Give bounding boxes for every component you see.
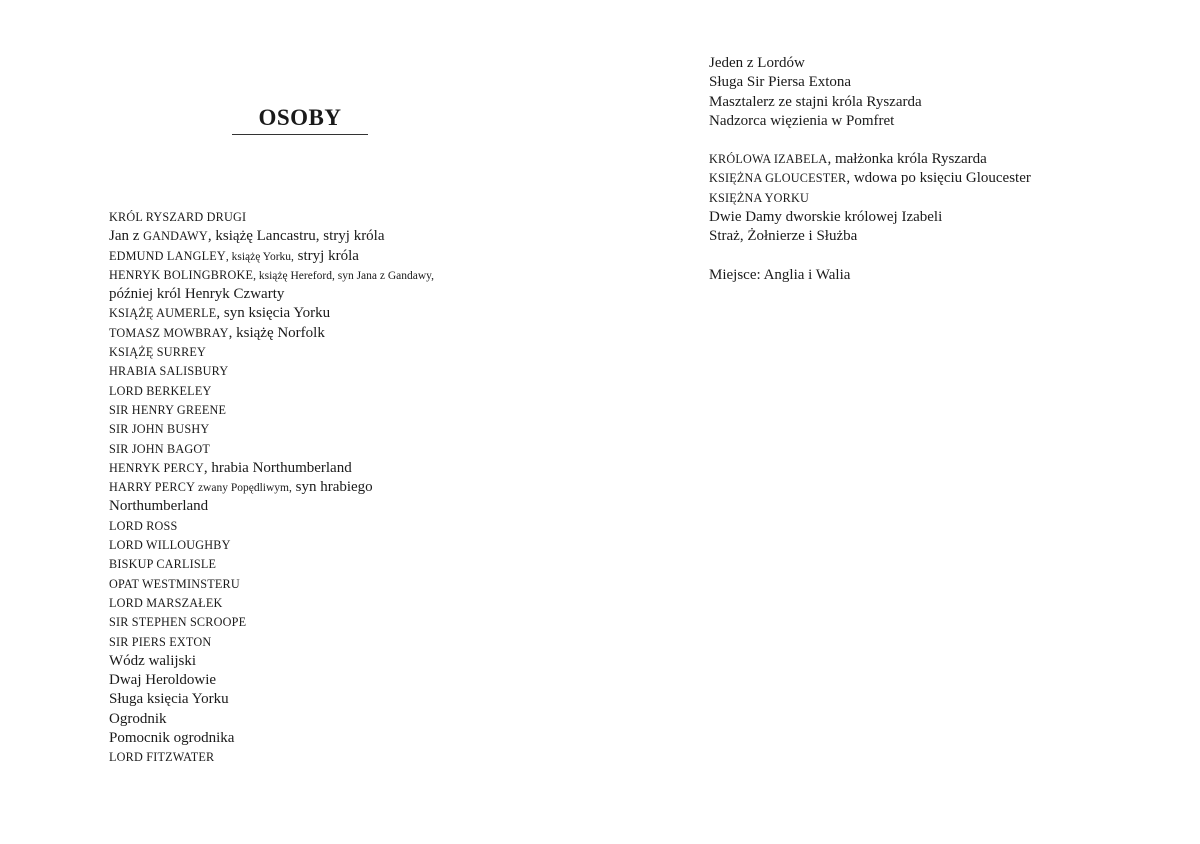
cast-item [109, 671, 434, 690]
female-cast-list [709, 150, 1031, 246]
cast-name: Sługa księcia Yorku [109, 691, 229, 708]
cast-name: SIR HENRY GREENE [109, 402, 227, 417]
cast-item [109, 324, 434, 343]
cast-name: Masztalerz ze stajni króla Ryszarda [709, 93, 922, 110]
cast-item [109, 633, 434, 652]
setting-line [709, 266, 850, 285]
cast-name: Jeden z Lordów [709, 55, 805, 71]
cast-item [109, 613, 434, 632]
cast-name: TOMASZ MOWBRAY [109, 325, 229, 340]
cast-name: HENRYK PERCY [109, 460, 204, 475]
cast-name: EDMUND LANGLEY [109, 248, 226, 263]
cast-name: GANDAWY [143, 229, 208, 244]
cast-name: Wódz walijski [109, 652, 197, 669]
cast-name: LORD BERKELEY [109, 383, 212, 398]
cast-list-continued [709, 54, 922, 131]
setting-info [709, 266, 850, 285]
cast-name: SIR PIERS EXTON [109, 634, 212, 649]
cast-item [709, 150, 1031, 169]
cast-item [109, 285, 434, 304]
cast-description: , małżonka króla Ryszarda [827, 151, 987, 167]
cast-item [709, 189, 1031, 208]
cast-description: , hrabia Northumberland [203, 459, 352, 476]
cast-item [109, 594, 434, 613]
cast-item [109, 227, 434, 246]
cast-description: , książę Hereford, syn Jana z Gandawy, [253, 269, 435, 282]
cast-name: SIR JOHN BUSHY [109, 422, 210, 437]
page-title: OSOBY [258, 105, 342, 130]
cast-item [709, 112, 922, 131]
cast-name: SIR JOHN BAGOT [109, 441, 210, 456]
cast-name: LORD WILLOUGHBY [109, 538, 231, 553]
cast-item [709, 227, 1031, 246]
cast-item [709, 93, 922, 112]
cast-description: stryj króla [293, 247, 359, 264]
cast-description: Northumberland [109, 498, 209, 515]
cast-name: OPAT WESTMINSTERU [109, 576, 240, 591]
cast-item [109, 652, 434, 671]
right-page [600, 0, 1200, 844]
setting-text: Miejsce: Anglia i Walia [709, 267, 851, 283]
cast-name: KSIĄŻĘ AUMERLE [109, 306, 217, 321]
cast-name: Nadzorca więzienia w Pomfret [709, 112, 895, 129]
cast-item [109, 478, 434, 497]
cast-name: SIR STEPHEN SCROOPE [109, 615, 247, 630]
cast-description: , wdowa po księciu Gloucester [846, 170, 1031, 187]
cast-name: KRÓL RYSZARD DRUGI [109, 210, 247, 224]
cast-description: później król Henryk Czwarty [109, 286, 285, 303]
cast-name: Ogrodnik [109, 710, 167, 727]
title-block [232, 104, 368, 135]
cast-item [109, 440, 434, 459]
cast-list [109, 208, 434, 768]
cast-name: KRÓLOWA IZABELA [709, 152, 828, 166]
cast-name: Dwie Damy dworskie królowej Izabeli [709, 208, 943, 225]
cast-item [109, 247, 434, 266]
cast-description: zwany Popędliwym, [195, 482, 292, 495]
cast-name: KSIĘŻNA GLOUCESTER [709, 171, 847, 186]
cast-item [709, 208, 1031, 227]
cast-item [109, 382, 434, 401]
cast-item [109, 536, 434, 555]
cast-description: , syn księcia Yorku [216, 305, 331, 322]
cast-name: BISKUP CARLISLE [109, 557, 217, 572]
cast-name: Dwaj Heroldowie [109, 672, 217, 689]
cast-item [109, 497, 434, 516]
cast-name: LORD ROSS [109, 518, 178, 533]
cast-name: Sługa Sir Piersa Extona [709, 74, 852, 91]
cast-item [109, 420, 434, 439]
cast-description: , książę Norfolk [228, 324, 325, 341]
cast-text: Jan z [109, 228, 144, 245]
cast-item [109, 575, 434, 594]
cast-name: KSIĄŻĘ SURREY [109, 345, 207, 360]
cast-item [709, 54, 922, 73]
cast-item [109, 555, 434, 574]
cast-item [109, 690, 434, 709]
cast-name: HARRY PERCY [109, 480, 196, 495]
cast-description: , książę Yorku, [225, 250, 294, 263]
cast-item [109, 710, 434, 729]
cast-name: HENRYK BOLINGBROKE [109, 267, 254, 282]
cast-name: LORD FITZWATER [109, 750, 215, 765]
cast-item [109, 459, 434, 478]
cast-name: KSIĘŻNA YORKU [709, 190, 809, 205]
cast-item [109, 729, 434, 748]
cast-item [109, 517, 434, 536]
cast-item [109, 304, 434, 323]
cast-item [709, 169, 1031, 188]
cast-item [109, 401, 434, 420]
title-underline [232, 134, 368, 135]
cast-item [709, 73, 922, 92]
cast-name: Straż, Żołnierze i Służba [709, 228, 858, 245]
cast-item [109, 208, 434, 227]
cast-description: , książę Lancastru, stryj króla [207, 228, 385, 245]
cast-name: Pomocnik ogrodnika [109, 730, 235, 747]
cast-description: syn hrabiego [291, 479, 373, 496]
cast-item [109, 343, 434, 362]
cast-name: HRABIA SALISBURY [109, 364, 229, 379]
cast-item [109, 266, 434, 285]
cast-name: LORD MARSZAŁEK [109, 595, 223, 610]
cast-item [109, 362, 434, 381]
cast-item [109, 748, 434, 767]
